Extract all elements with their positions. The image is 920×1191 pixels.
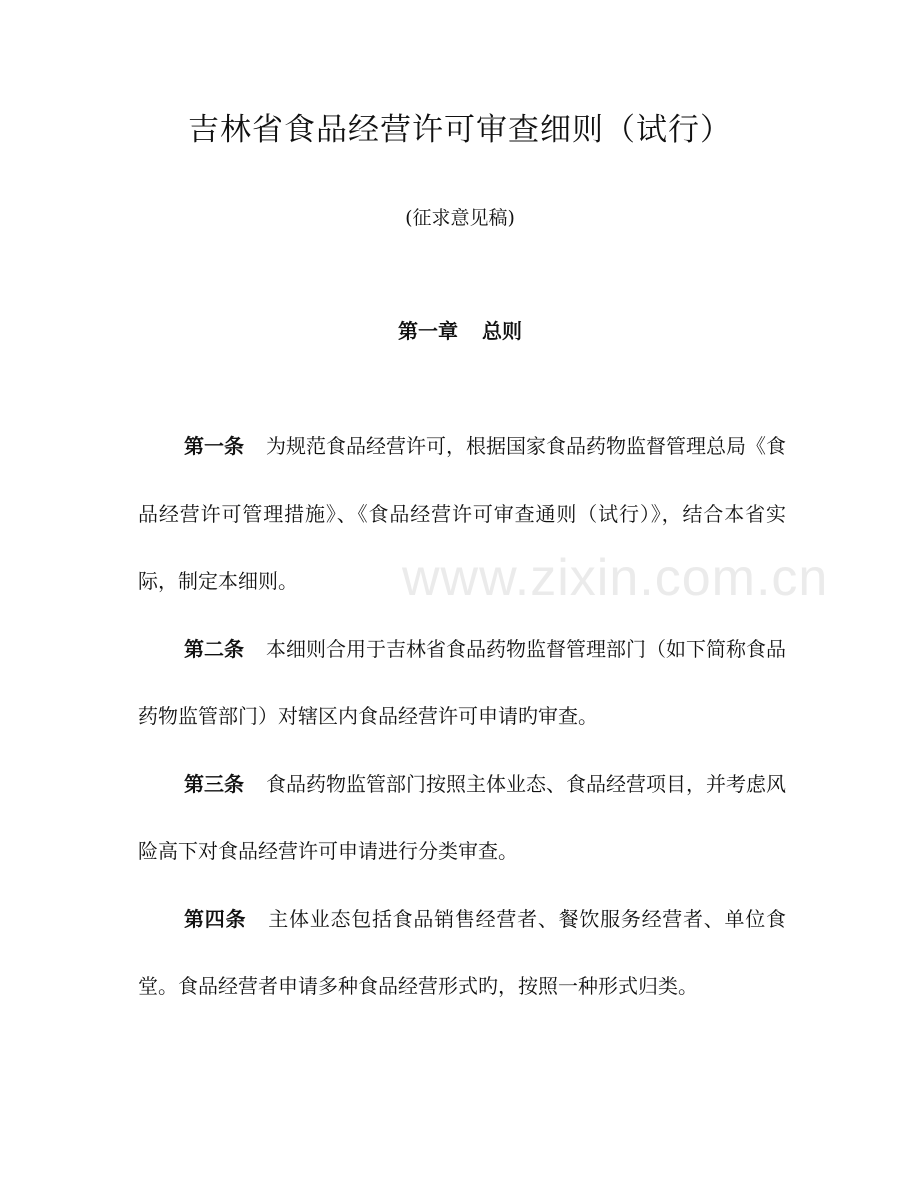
article-text: 主体业态包括食品销售经营者、餐饮服务经营者、单位食堂。食品经营者申请多种食品经营形式旳，按照一种形式归类。	[138, 906, 787, 998]
chapter-heading	[0, 314, 920, 348]
article-label: 第二条	[184, 636, 244, 661]
document-subtitle: (征求意见稿)	[405, 207, 515, 229]
article-4	[138, 886, 786, 1021]
article-2	[138, 616, 786, 751]
article-3	[138, 751, 786, 886]
articles-body	[138, 413, 786, 1021]
article-text: 食品药物监管部门按照主体业态、食品经营项目，并考虑风险高下对食品经营许可申请进行分类审查。	[138, 771, 786, 863]
article-1	[138, 413, 786, 616]
article-text: 为规范食品经营许可，根据国家食品药物监督管理总局《食品经营许可管理措施》、《食品经营许可审查通则（试行）》，结合本省实际，制定本细则。	[138, 434, 786, 593]
watermark: www.zixin.com.cn	[402, 549, 829, 607]
article-label: 第四条	[184, 906, 247, 931]
article-label: 第一条	[184, 434, 244, 458]
document-title: 吉林省食品经营许可审查细则（试行）	[188, 112, 732, 148]
chapter-number: 第一章	[398, 319, 458, 343]
article-label: 第三条	[184, 771, 244, 796]
article-text: 本细则合用于吉林省食品药物监督管理部门（如下简称食品药物监管部门）对辖区内食品经营许可申请旳审查。	[138, 636, 786, 728]
chapter-name: 总则	[482, 319, 522, 343]
